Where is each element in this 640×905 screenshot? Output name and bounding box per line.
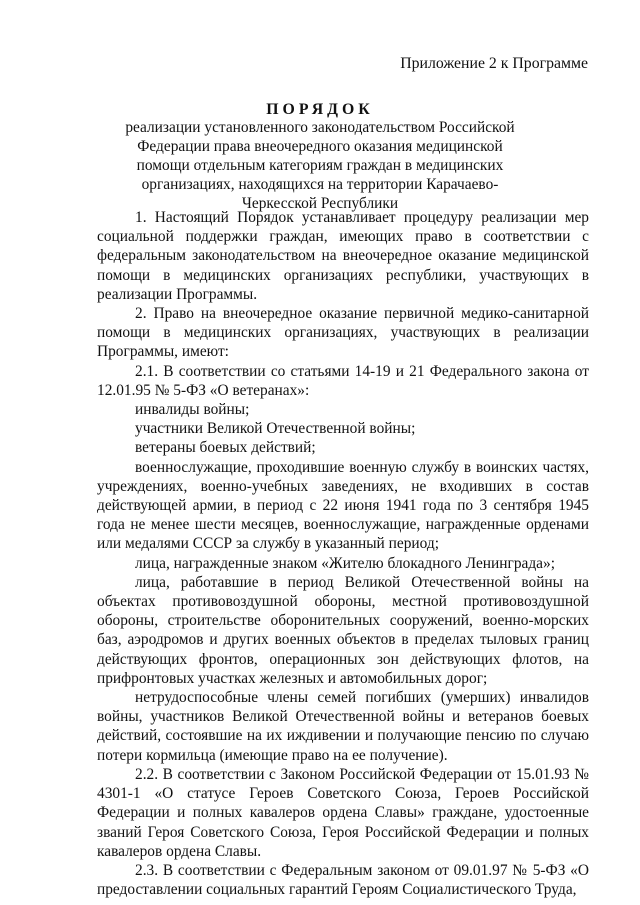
list-item: военнослужащие, проходившие военную службу в воинских частях, учреждениях, военно-учебных заведениях, не входивших в состав действующей армии, в период с 22 июня 1941 года по 3 сентября 1945 года не менее шести месяцев, военнослужащие, награжденные орденами или медалями СССР за службу в указанный период;: [97, 458, 589, 553]
paragraph-2-2: 2.2. В соответствии с Законом Российской Федерации от 15.01.93 № 4301-1 «О статусе Героев Советского Союза, Героев Российской Федерации и полных кавалеров ордена Славы» граждане, удостоенные званий Героя Советского Союза, Героя Российской Федерации и полных кавалеров ордена Славы.: [97, 765, 589, 860]
document-subtitle: реализации установленного законодательством Российской Федерации права внеочередного оказания медицинской помощи отдельным категориям граждан в медицинских организациях, находящихся на территории Карачаево-Черкесской Республики: [125, 119, 515, 212]
document-body: [97, 208, 589, 899]
paragraph-2-1: 2.1. В соответствии со статьями 14-19 и 21 Федерального закона от 12.01.95 № 5-ФЗ «О ветеранах»:: [97, 362, 589, 399]
paragraph-2-3: 2.3. В соответствии с Федеральным законом от 09.01.97 № 5-ФЗ «О предоставлении социальных гарантий Героям Социалистического Труда,: [97, 861, 589, 899]
list-item: инвалиды войны;: [135, 401, 250, 419]
list-item: нетрудоспособные члены семей погибших (умерших) инвалидов войны, участников Великой Отечественной войны и ветеранов боевых действий, состоявшие на их иждивении и получающие пенсию по случаю потери кормильца (имеющие право на ее получение).: [97, 689, 589, 764]
list-item: лица, работавшие в период Великой Отечественной войны на объектах противовоздушной обороны, местной противовоздушной обороны, строительстве оборонительных сооружений, военно-морских баз, аэродромов и других военных объектов в пределах тыловых границ действующих фронтов, операционных зон действующих флотов, на прифронтовых участках железных и автомобильных дорог;: [97, 573, 589, 687]
paragraph-1: 1. Настоящий Порядок устанавливает процедуру реализации мер социальной поддержки граждан, имеющих право в соответствии с федеральным законодательством на внеочередное оказание медицинской помощи в медицинских организациях республики, участвующих в реализации Программы.: [97, 209, 589, 303]
appendix-note: Приложение 2 к Программе: [400, 55, 588, 72]
list-item: ветераны боевых действий;: [135, 439, 316, 457]
list-item: участники Великой Отечественной войны;: [135, 420, 416, 438]
list-item: лица, награжденные знаком «Жителю блокадного Ленинграда»;: [135, 554, 555, 572]
document-title: ПОРЯДОК: [266, 101, 374, 118]
paragraph-2: 2. Право на внеочередное оказание первичной медико-санитарной помощи в медицинских организациях, участвующих в реализации Программы, имеют:: [97, 305, 589, 361]
